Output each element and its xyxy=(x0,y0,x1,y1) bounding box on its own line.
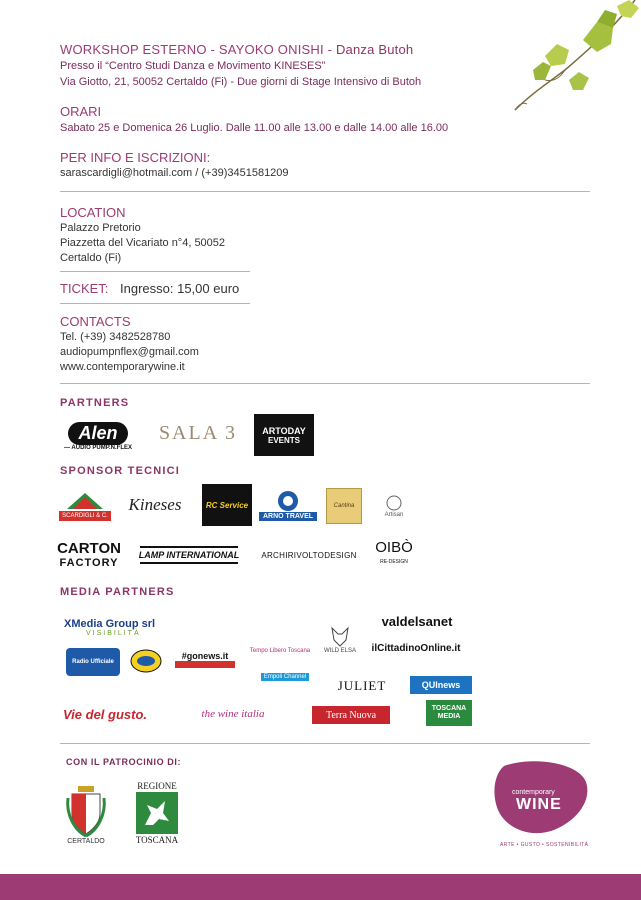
contacts-email[interactable]: audiopumpnflex@gmail.com xyxy=(60,346,199,358)
vie-del-gusto-logo-text: Vie del gusto. xyxy=(62,706,148,722)
xmedia-logo xyxy=(64,612,202,642)
divider xyxy=(60,743,590,744)
location-line-2: Piazzetta del Vicariato n°4, 50052 xyxy=(60,237,226,249)
workshop-title-main: WORKSHOP ESTERNO - SAYOKO ONISHI - xyxy=(60,42,336,57)
alen-logo-subtext: — AUDIO PUMP.N.FLEX xyxy=(63,444,132,451)
contacts-website[interactable]: www.contemporarywine.it xyxy=(60,361,185,373)
scardigli-house-icon xyxy=(65,491,105,511)
sala3-logo xyxy=(158,420,238,446)
gonews-logo xyxy=(174,648,236,670)
gonews-bar xyxy=(175,661,235,668)
artoday-logo-subtext: EVENTS xyxy=(267,435,300,445)
sala3-logo-text: SALA 3 xyxy=(158,421,238,444)
divider xyxy=(60,271,250,272)
wild-elsa-logo xyxy=(324,618,357,662)
ticket-text: Ingresso: 15,00 euro xyxy=(120,281,240,296)
sponsor-label: SPONSOR TECNICI xyxy=(60,465,181,477)
location-line-1: Palazzo Pretorio xyxy=(60,222,141,234)
alen-logo-text: Alen xyxy=(68,422,127,445)
partners-label: PARTNERS xyxy=(60,397,130,409)
archirivolto-logo xyxy=(254,546,364,564)
oibo-logo-subtext: RE-DESIGN xyxy=(380,559,408,565)
lamp-international-logo xyxy=(140,546,238,564)
quinews-logo xyxy=(410,676,472,694)
footer-bar xyxy=(0,874,641,900)
terra-nuova-logo-text: Terra Nuova xyxy=(325,709,377,721)
carton-factory-logo xyxy=(58,538,120,574)
artoday-logo-text: ARTODAY xyxy=(262,425,306,436)
contacts-label: CONTACTS xyxy=(60,314,131,329)
the-wine-italia-logo-text: the wine italia xyxy=(201,708,265,720)
certaldo-coat-of-arms xyxy=(62,778,110,850)
regione-text: REGIONE xyxy=(137,781,177,791)
pegasus-icon xyxy=(135,791,179,835)
toscana-media-logo xyxy=(426,700,472,726)
ilcittadino-logo-text: ilCittadinoOnline.it xyxy=(371,642,461,654)
kineses-logo xyxy=(118,490,192,520)
artisan-logo-text: Artisan xyxy=(384,512,404,518)
cantina-logo xyxy=(326,488,362,524)
certaldo-text: CERTALDO xyxy=(67,837,105,845)
vine-leaves-decoration xyxy=(505,0,641,120)
workshop-line-2: Via Giotto, 21, 50052 Certaldo (Fi) - Due giorni di Stage Intensivo di Butoh xyxy=(60,76,422,88)
toscana-media-logo-text: TOSCANA MEDIA xyxy=(431,705,467,720)
regione-toscana-logo xyxy=(130,776,184,850)
radio-badge-icon xyxy=(130,649,162,673)
media-partners-label: MEDIA PARTNERS xyxy=(60,586,175,598)
tempo-libero-logo-text: Tempo Libero Toscana xyxy=(249,648,311,654)
scardigli-logo xyxy=(58,484,112,528)
toscana-text: TOSCANA xyxy=(135,835,179,845)
carton-logo-text: CARTON xyxy=(57,540,121,557)
kineses-logo-text: Kineses xyxy=(128,495,182,514)
artisan-circle-icon xyxy=(385,494,403,512)
brand-big-text: WINE xyxy=(516,796,562,813)
factory-logo-text: FACTORY xyxy=(59,557,119,569)
location-label: LOCATION xyxy=(60,205,126,220)
terra-nuova-logo xyxy=(312,706,390,724)
rc-service-logo-text: RC Service xyxy=(205,500,249,510)
xmedia-logo-text: XMedia Group srl xyxy=(64,617,156,630)
vie-del-gusto-logo xyxy=(60,704,150,724)
divider xyxy=(60,191,590,192)
valdelsanet-logo xyxy=(372,612,462,630)
info-label: PER INFO E ISCRIZIONI: xyxy=(60,150,211,165)
radio-ufficiale-logo xyxy=(66,648,120,676)
quinews-logo-text: QUInews xyxy=(421,680,461,690)
artisan-logo xyxy=(370,488,418,524)
oibo-logo-text: OIBÒ xyxy=(375,539,413,556)
archirivolto-logo-text: ARCHIRIVOLTODESIGN xyxy=(261,550,357,560)
patrocinio-label: CON IL PATROCINIO DI: xyxy=(66,757,182,767)
the-wine-italia-logo xyxy=(188,702,278,726)
divider xyxy=(60,383,590,384)
workshop-line-1: Presso il “Centro Studi Danza e Movimento KINESES” xyxy=(60,60,326,72)
juliet-logo-text: JULIET xyxy=(337,678,387,693)
empoli-channel-logo-text: Empoli Channel xyxy=(261,673,309,681)
workshop-title-suffix: Danza Butoh xyxy=(335,42,414,57)
artoday-logo xyxy=(254,414,314,456)
juliet-logo xyxy=(330,676,394,696)
arno-travel-logo-text: ARNO TRAVEL xyxy=(259,512,317,521)
radio-ufficiale-logo-text: Radio Ufficiale xyxy=(72,659,114,665)
empoli-channel-logo xyxy=(263,664,307,690)
wolf-icon xyxy=(330,626,350,648)
scardigli-logo-text: SCARDIGLI & C. xyxy=(59,511,111,521)
tempo-libero-logo xyxy=(248,638,312,664)
alen-logo xyxy=(62,414,134,458)
xmedia-logo-subtext: VISIBILITÀ xyxy=(86,629,141,637)
brand-small-text: contemporary xyxy=(512,789,555,796)
rc-service-logo xyxy=(202,484,252,526)
divider xyxy=(60,303,250,304)
location-line-3: Certaldo (Fi) xyxy=(60,252,122,264)
gonews-logo-text: #gonews.it xyxy=(181,650,229,661)
ilcittadino-logo xyxy=(360,636,472,660)
valdelsanet-logo-text: valdelsanet xyxy=(381,613,453,629)
ticket-label: TICKET: xyxy=(60,281,109,296)
workshop-title xyxy=(60,42,413,57)
oibo-logo xyxy=(374,536,414,574)
wild-elsa-logo-text: WILD ELSA xyxy=(324,648,357,654)
arno-travel-emblem-icon xyxy=(276,490,300,512)
contacts-phone[interactable]: Tel. (+39) 3482528780 xyxy=(60,331,171,343)
info-text[interactable]: sarascardigli@hotmail.com / (+39)3451581209 xyxy=(60,167,289,179)
certaldo-shield-icon xyxy=(66,784,106,838)
brand-tagline: ARTE • GUSTO • SOSTENIBILITÀ xyxy=(500,842,589,848)
cantina-logo-text: Cantina xyxy=(333,503,355,509)
lamp-logo-text: LAMP INTERNATIONAL xyxy=(138,550,240,560)
arno-travel-logo xyxy=(260,484,316,526)
orari-text: Sabato 25 e Domenica 26 Luglio. Dalle 11.00 alle 13.00 e dalle 14.00 alle 16.00 xyxy=(60,122,449,134)
radio-badge-logo xyxy=(128,648,164,674)
orari-label: ORARI xyxy=(60,104,102,119)
